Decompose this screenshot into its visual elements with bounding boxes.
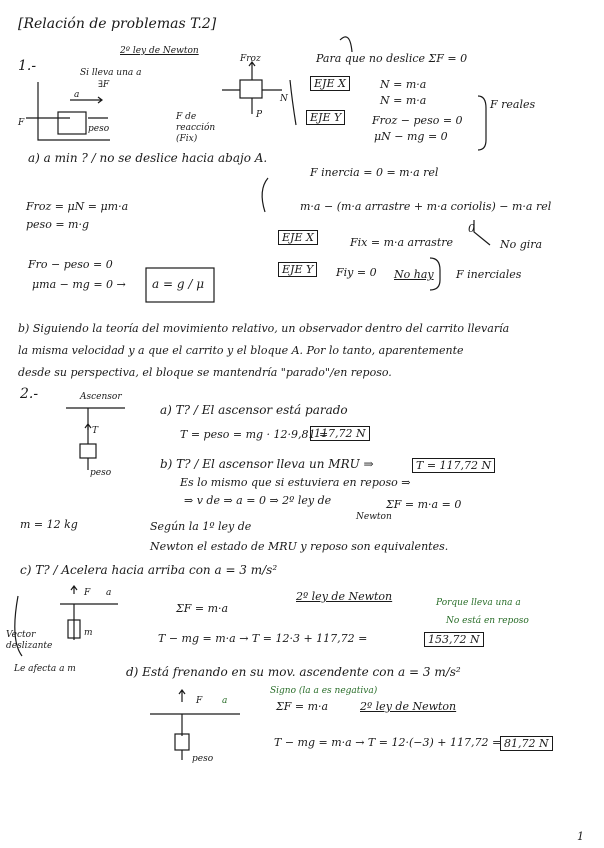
d-sum-eq: ΣF = m·a <box>276 700 329 713</box>
no-gira: No gira <box>500 238 543 251</box>
note-2b-4: Newton el estado de MRU y reposo son equivalentes. <box>150 540 449 553</box>
d-peso: peso <box>192 754 214 764</box>
answer-b-line-2: la misma velocidad y a que el carrito y el bloque A. Por lo tanto, aparentemente <box>18 344 464 357</box>
signo-note: Signo (la a es negativa) <box>270 686 378 696</box>
newton-2b: Newton <box>356 512 392 522</box>
note-2b-3: Según la 1º ley de <box>150 520 252 533</box>
result-a-min: a = g / μ <box>152 277 204 291</box>
fuerzas-reales: F reales <box>490 98 536 111</box>
eje-x2-eq: Fix = m·a arrastre <box>350 236 454 249</box>
note-2b-2: ⇒ v de ⇒ a = 0 ⇒ 2º ley de <box>184 494 332 507</box>
fbd-p: P <box>256 110 263 120</box>
tension-t: T <box>92 426 99 436</box>
c-eq: T − mg = m·a → T = 12·3 + 117,72 = <box>158 632 368 645</box>
eje-y-eq2: μN − mg = 0 <box>374 130 448 143</box>
answer-b-line-3: desde su perspectiva, el bloque se mantendría "parado"/en reposo. <box>18 366 392 379</box>
eq-2b: ΣF = m·a = 0 <box>386 498 462 511</box>
result-2b: T = 117,72 N <box>412 458 495 473</box>
elevator-block <box>80 444 96 458</box>
c-newton: 2º ley de Newton <box>296 590 393 603</box>
result-2c: 153,72 N <box>424 632 484 647</box>
diag-a: a <box>74 90 80 100</box>
eje-x-label: EJE X <box>310 76 350 91</box>
eje-y-eq1: Froz − peso = 0 <box>372 114 463 127</box>
eje-y-label: EJE Y <box>306 110 345 125</box>
newton-law-label: 2º ley de Newton <box>120 46 199 56</box>
eq-froz: Froz = μN = μm·a <box>26 200 129 213</box>
fbd-reaccion: F de reacción (Fix) <box>176 112 216 144</box>
no-hay: No hay <box>394 268 434 281</box>
block-a <box>58 112 86 134</box>
eq-mu: μma − mg = 0 → <box>32 278 126 291</box>
eje-x-eq2: N = m·a <box>380 94 427 107</box>
diag-peso: peso <box>88 124 110 134</box>
eq-peso: peso = m·g <box>26 218 89 231</box>
c-f: F <box>84 588 91 598</box>
eje-x2-label: EJE X <box>278 230 318 245</box>
question-2a: a) T? / El ascensor está parado <box>160 403 348 417</box>
result-2a: 117,72 N <box>310 426 370 441</box>
c-m: m <box>84 628 93 638</box>
afecta-note: Le afecta a m <box>14 664 76 674</box>
d-a: a <box>222 696 228 706</box>
c-a: a <box>106 588 112 598</box>
mass-label: m = 12 kg <box>20 518 78 531</box>
lleva-a-note: Si lleva una a <box>80 68 142 78</box>
fbd-block <box>240 80 262 98</box>
problem-2-number: 2.- <box>20 386 39 402</box>
question-a-line: a) a min ? / no se deslice hacia abajo A. <box>28 151 268 165</box>
question-2d: d) Está frenando en su mov. ascendente con a = 3 m/s² <box>126 665 461 679</box>
d-eq: T − mg = m·a → T = 12·(−3) + 117,72 = <box>274 736 502 749</box>
eje-y2-eq: Fiy = 0 <box>336 266 377 279</box>
problem-1-number: 1.- <box>18 58 37 74</box>
fbd-froz: Froz <box>240 54 261 64</box>
ascensor-label: Ascensor <box>80 392 122 402</box>
exists-f-note: ∃F <box>98 80 110 90</box>
answer-b-line-1: b) Siguiendo la teoría del movimiento relativo, un observador dentro del carrito llevaría <box>18 322 510 335</box>
result-2d: 81,72 N <box>500 736 553 751</box>
porque-note: Porque lleva una a <box>436 598 521 608</box>
fbd-n: N <box>280 94 288 104</box>
note-2b-1: Es lo mismo que si estuviera en reposo ⇒ <box>180 476 411 489</box>
vector-deslizante: Vector deslizante <box>6 630 53 651</box>
question-2b: b) T? / El ascensor lleva un MRU ⇒ <box>160 457 374 471</box>
page-title: [Relación de problemas T.2] <box>18 16 217 32</box>
finercia-eq: F inercia = 0 = m·a rel <box>310 166 439 179</box>
fuerzas-inerciales: F inerciales <box>456 268 522 281</box>
eje-x-eq1: N = m·a <box>380 78 427 91</box>
block-d <box>175 734 189 750</box>
d-f: F <box>196 696 203 706</box>
ejes-condition: Para que no deslice ΣF = 0 <box>316 52 468 65</box>
eje-y2-label: EJE Y <box>278 262 317 277</box>
coriolis-zero: 0 <box>468 222 475 235</box>
diag-f: F <box>18 118 25 128</box>
question-2c: c) T? / Acelera hacia arriba con a = 3 m/s² <box>20 563 278 577</box>
finercia-expanded: m·a − (m·a arrastre + m·a coriolis) − m·a rel <box>300 200 552 213</box>
page-number: 1 <box>577 830 584 843</box>
c-sum-eq: ΣF = m·a <box>176 602 229 615</box>
eq-balance: Fro − peso = 0 <box>28 258 113 271</box>
eq-2a: T = peso = mg · 12·9,81 = <box>180 428 329 441</box>
d-newton: 2º ley de Newton <box>360 700 457 713</box>
no-reposo-note: No está en reposo <box>446 616 529 626</box>
peso-label: peso <box>90 468 112 478</box>
